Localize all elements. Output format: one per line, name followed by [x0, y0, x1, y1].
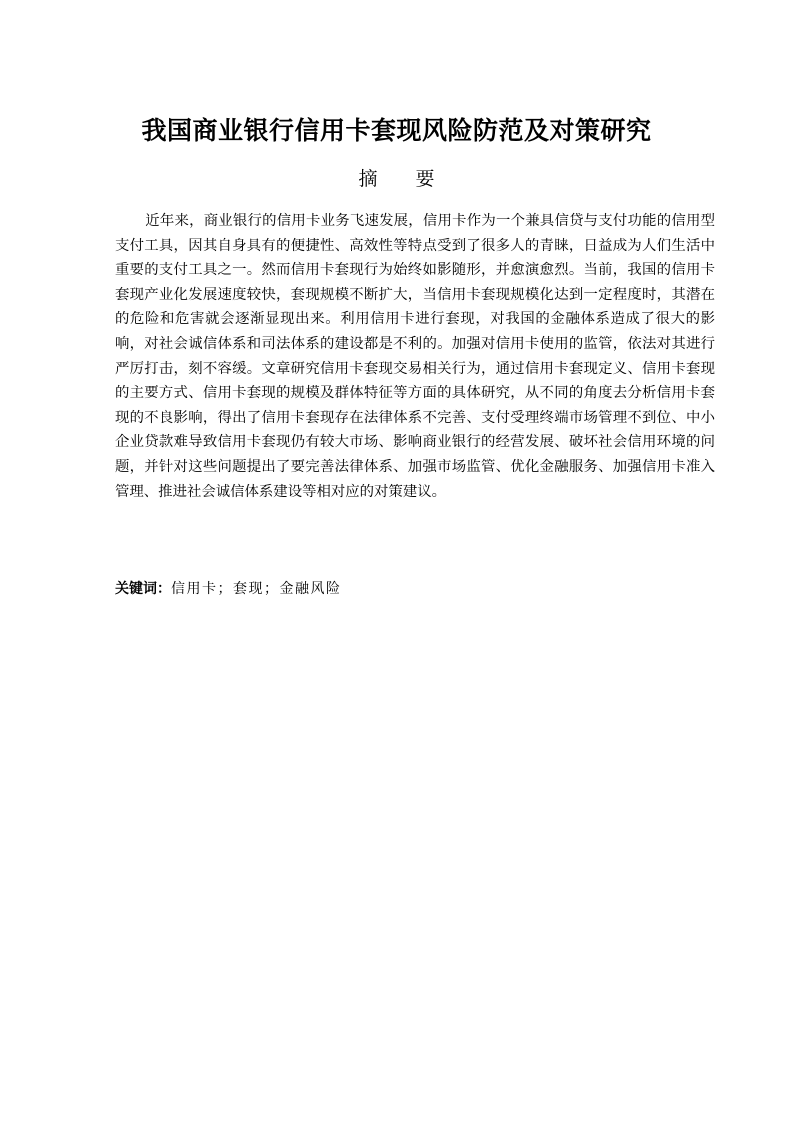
paper-title: 我国商业银行信用卡套现风险防范及对策研究 — [141, 116, 652, 145]
keywords-value: 信用卡；套现；金融风险 — [171, 581, 342, 597]
abstract-body: 近年来，商业银行的信用卡业务飞速发展，信用卡作为一个兼具信贷与支付功能的信用型支付工具，因其自身具有的便捷性、高效性等特点受到了很多人的青睐，日益成为人们生活中重要的支付工具之一。然而信用卡套现行为始终如影随形，并愈演愈烈。当前，我国的信用卡套现产业化发展速度较快，套现规模不断扩大，当信用卡套现规模化达到一定程度时，其潜在的危险和危害就会逐渐显现出来。利用信用卡进行套现，对我国的金融体系造成了很大的影响，对社会诚信体系和司法体系的建设都是不利的。加强对信用卡使用的监管，依法对其进行严厉打击，刻不容缓。文章研究信用卡套现交易相关行为，通过信用卡套现定义、信用卡套现的主要方式、信用卡套现的规模及群体特征等方面的具体研究，从不同的角度去分析信用卡套现的不良影响，得出了信用卡套现存在法律体系不完善、支付受理终端市场管理不到位、中小企业贷款难导致信用卡套现仍有较大市场、影响商业银行的经营发展、破坏社会信用环境的问题，并针对这些问题提出了要完善法律体系、加强市场监管、优化金融服务、加强信用卡准入管理、推进社会诚信体系建设等相对应的对策建议。 — [115, 213, 715, 500]
keywords-label: 关键词： — [115, 581, 171, 597]
keywords-line — [115, 577, 715, 602]
abstract-heading: 摘 要 — [358, 168, 435, 190]
